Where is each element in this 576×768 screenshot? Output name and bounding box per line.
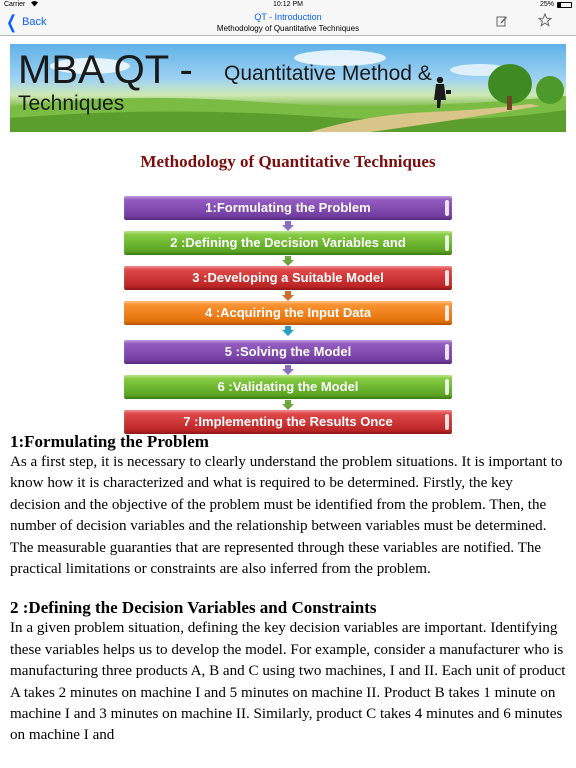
flow-step-7 [124,410,452,434]
article-content [10,432,566,747]
flow-step-label: 3 :Developing a Suitable Model [192,270,384,285]
edit-icon[interactable] [496,15,508,27]
nav-title: QT - Introduction [254,12,322,22]
flow-step-label: 7 :Implementing the Results Once [183,414,393,429]
flow-step-label: 4 :Acquiring the Input Data [204,305,372,320]
arrow-down-icon [282,326,294,336]
flow-step-4 [124,301,452,325]
flow-step-2 [124,231,452,255]
flow-step-label: 1:Formulating the Problem [205,200,371,215]
star-icon[interactable] [538,13,552,27]
nav-subtitle: Methodology of Quantitative Techniques [216,24,360,33]
section-title: 2 :Defining the Decision Variables and Constraints [10,598,377,618]
battery-icon [557,2,572,8]
methodology-flow-diagram [124,196,452,432]
carrier-label: Carrier [4,1,26,8]
arrow-down-icon [282,256,294,266]
status-bar [0,0,576,10]
arrow-down-icon [282,291,294,301]
flow-step-6 [124,375,452,399]
banner-subtitle-line2: Techniques [18,92,125,115]
back-label: Back [22,16,47,28]
banner-title: MBA QT - [18,48,193,92]
banner-subtitle-line1: Quantitative Method & [224,62,432,85]
arrow-down-icon [282,221,294,231]
flow-step-3 [124,266,452,290]
banner-image [10,44,566,132]
flow-step-5 [124,340,452,364]
section-paragraph: As a first step, it is necessary to clearly understand the problem situations. It is important to know how it is characterized and what is required to be determined. Firstly, the key decision and the objective of the problem must be identified from the problem. Then, the number of decision variables and the relationship between variables must be determined. The measurable guaranties that are represented through these variables are notified. The practical limitations or constraints are also inferred from the problem. [10,454,563,578]
navigation-bar [0,10,576,36]
page-heading: Methodology of Quantitative Techniques [140,152,436,171]
arrow-down-icon [282,365,294,375]
flow-step-1 [124,196,452,220]
section-title: 1:Formulating the Problem [10,432,209,451]
battery-percent: 25% [539,1,554,8]
flow-step-label: 6 :Validating the Model [217,379,359,394]
chevron-left-icon: ❮ [6,12,17,32]
arrow-down-icon [282,400,294,410]
status-time: 10:12 PM [273,1,303,8]
section-paragraph: In a given problem situation, defining the key decision variables are important. Identifying these variables helps us to develop the model. For example, consider a manufacturer who is manufacturing three products A, B and C using two machines, I and II. Each unit of product A takes 2 minutes on machine I and 5 minutes on machine II. Product B takes 1 minute on machine I and 3 minutes on machine II. Similarly, product C takes 4 minutes and 6 minutes on machine I and [10,620,566,744]
flow-step-label: 5 :Solving the Model [224,344,352,359]
flow-step-label: 2 :Defining the Decision Variables and [170,235,406,250]
